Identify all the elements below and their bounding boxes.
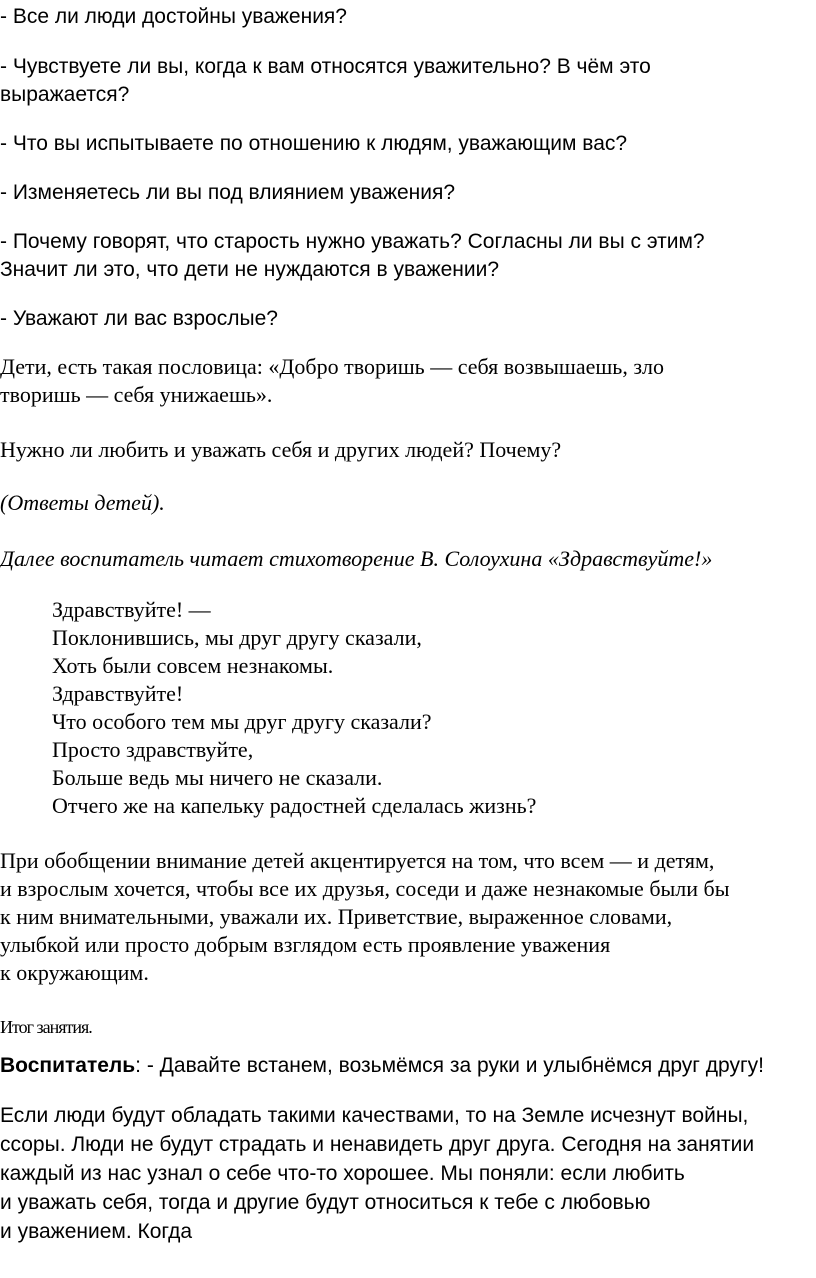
closing-paragraph-line: и уважением. Когда: [0, 1220, 193, 1243]
poem-line: Здравствуйте! —: [52, 597, 211, 622]
question-line: - Изменяетесь ли вы под влиянием уважения?: [0, 181, 456, 204]
proverb-line: творишь — себя унижаешь».: [0, 382, 273, 407]
poem-line: Отчего же на капельку радостней сделалась жизнь?: [52, 793, 537, 818]
question-line: - Что вы испытываете по отношению к людям, уважающим вас?: [0, 132, 628, 155]
poem-line: Просто здравствуйте,: [52, 737, 254, 762]
lesson-result-heading: Итог занятия.: [0, 1017, 92, 1037]
poem-line: Хоть были совсем незнакомы.: [52, 653, 334, 678]
answers-note: (Ответы детей).: [0, 490, 165, 515]
summary-paragraph-line: к ним внимательными, уважали их. Приветствие, выраженное словами,: [0, 904, 673, 929]
question-line: - Чувствуете ли вы, когда к вам относятся уважительно? В чём это: [0, 55, 651, 78]
closing-paragraph-line: ссоры. Люди не будут страдать и ненавидеть друг друга. Сегодня на занятии: [0, 1133, 755, 1156]
summary-paragraph-line: улыбкой или просто добрым взглядом есть проявление уважения: [0, 932, 611, 957]
proverb-line: Дети, есть такая пословица: «Добро творишь — себя возвышаешь, зло: [0, 354, 664, 379]
question-love: Нужно ли любить и уважать себя и других людей? Почему?: [0, 437, 562, 462]
question-line: - Почему говорят, что старость нужно уважать? Согласны ли вы с этим?: [0, 230, 705, 253]
teacher-label: Воспитатель: [0, 1054, 136, 1077]
teacher-reads-note: Далее воспитатель читает стихотворение В. Солоухина «Здравствуйте!»: [0, 546, 713, 571]
question-line: - Все ли люди достойны уважения?: [0, 5, 347, 28]
closing-paragraph-line: каждый из нас узнал о себе что-то хорошее. Мы поняли: если любить: [0, 1162, 685, 1185]
summary-paragraph-line: При обобщении внимание детей акцентируется на том, что всем — и детям,: [0, 848, 715, 873]
closing-paragraph-line: Если люди будут обладать такими качествами, то на Земле исчезнут войны,: [0, 1104, 749, 1127]
question-line: - Уважают ли вас взрослые?: [0, 307, 278, 330]
summary-paragraph-line: и взрослым хочется, чтобы все их друзья, соседи и даже незнакомые были бы: [0, 876, 730, 901]
teacher-speech: : - Давайте встанем, возьмёмся за руки и улыбнёмся друг другу!: [135, 1054, 764, 1077]
poem-line: Что особого тем мы друг другу сказали?: [52, 709, 432, 734]
poem-line: Больше ведь мы ничего не сказали.: [52, 765, 383, 790]
poem-line: Поклонившись, мы друг другу сказали,: [52, 625, 422, 650]
poem-line: Здравствуйте!: [52, 681, 184, 706]
summary-paragraph-line: к окружающим.: [0, 960, 149, 985]
teacher-speech-line: [0, 1053, 764, 1078]
closing-paragraph-line: и уважать себя, тогда и другие будут относиться к тебе с любовью: [0, 1191, 651, 1214]
question-line: выражается?: [0, 83, 130, 106]
question-line: Значит ли это, что дети не нуждаются в уважении?: [0, 258, 500, 281]
